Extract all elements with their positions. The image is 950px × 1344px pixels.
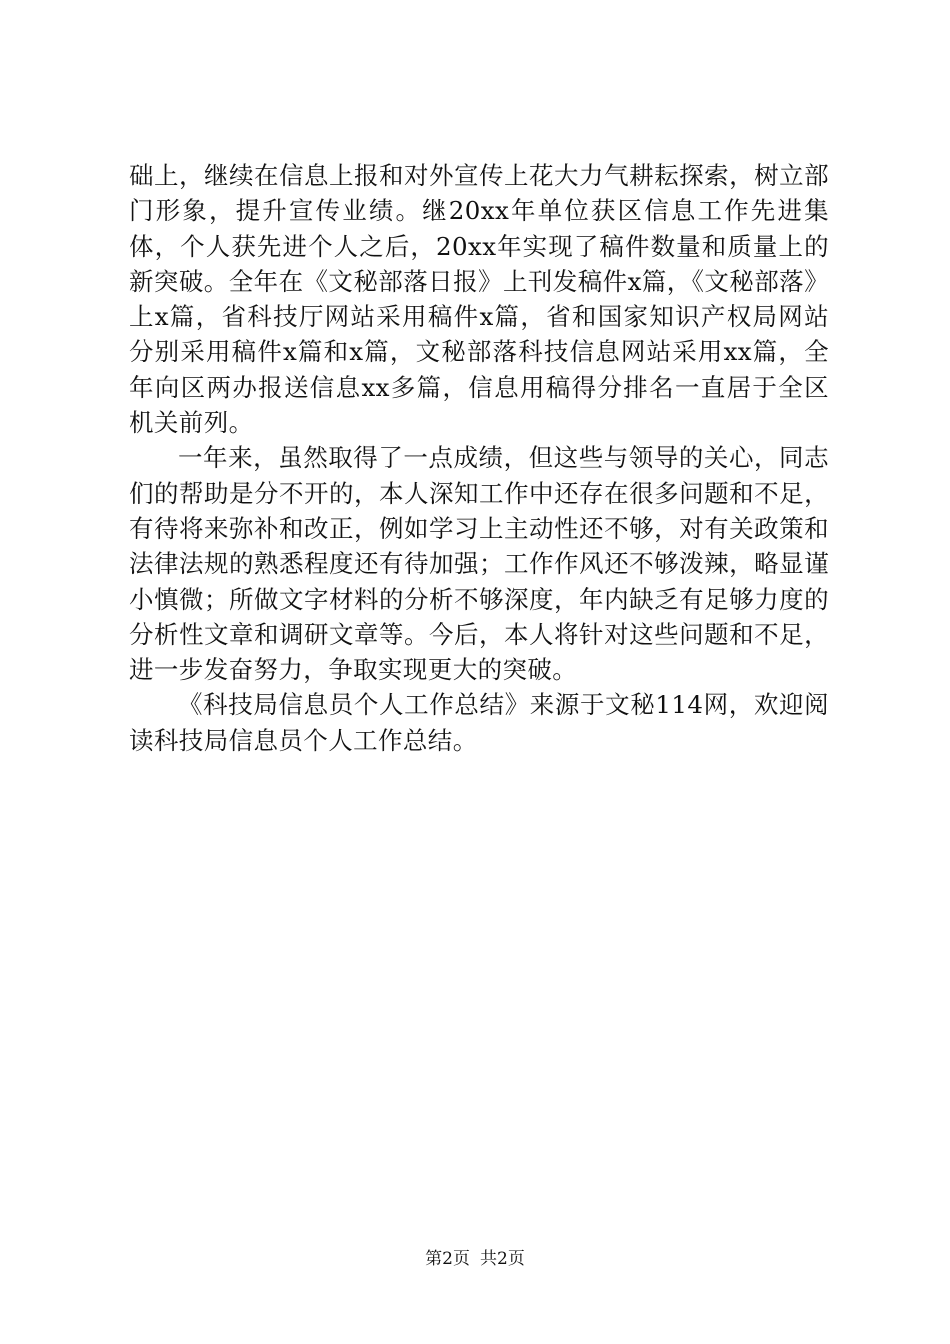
document-body xyxy=(129,158,829,758)
paragraph-3: 《科技局信息员个人工作总结》来源于文秘114网，欢迎阅读科技局信息员个人工作总结。 xyxy=(129,690,829,755)
page-total: 共2页 xyxy=(480,1249,525,1269)
page-number: 第2页 xyxy=(425,1249,470,1269)
paragraph-2: 一年来，虽然取得了一点成绩，但这些与领导的关心，同志们的帮助是分不开的，本人深知工作中还存在很多问题和不足，有待将来弥补和改正，例如学习上主动性还不够，对有关政策和法律法规的熟悉程度还有待加强；工作作风还不够泼辣，略显谨小慎微；所做文字材料的分析不够深度，年内缺乏有足够力度的分析性文章和调研文章等。今后，本人将针对这些问题和不足，进一步发奋努力，争取实现更大的突破。 xyxy=(129,443,829,685)
paragraph-1: 础上，继续在信息上报和对外宣传上花大力气耕耘探索，树立部门形象，提升宣传业绩。继20xx年单位获区信息工作先进集体，个人获先进个人之后，20xx年实现了稿件数量和质量上的新突破。全年在《文秘部落日报》上刊发稿件x篇，《文秘部落》上x篇，省科技厅网站采用稿件x篇，省和国家知识产权局网站分别采用稿件x篇和x篇，文秘部落科技信息网站采用xx篇，全年向区两办报送信息xx多篇，信息用稿得分排名一直居于全区机关前列。 xyxy=(129,161,829,438)
page-footer xyxy=(0,1244,950,1269)
